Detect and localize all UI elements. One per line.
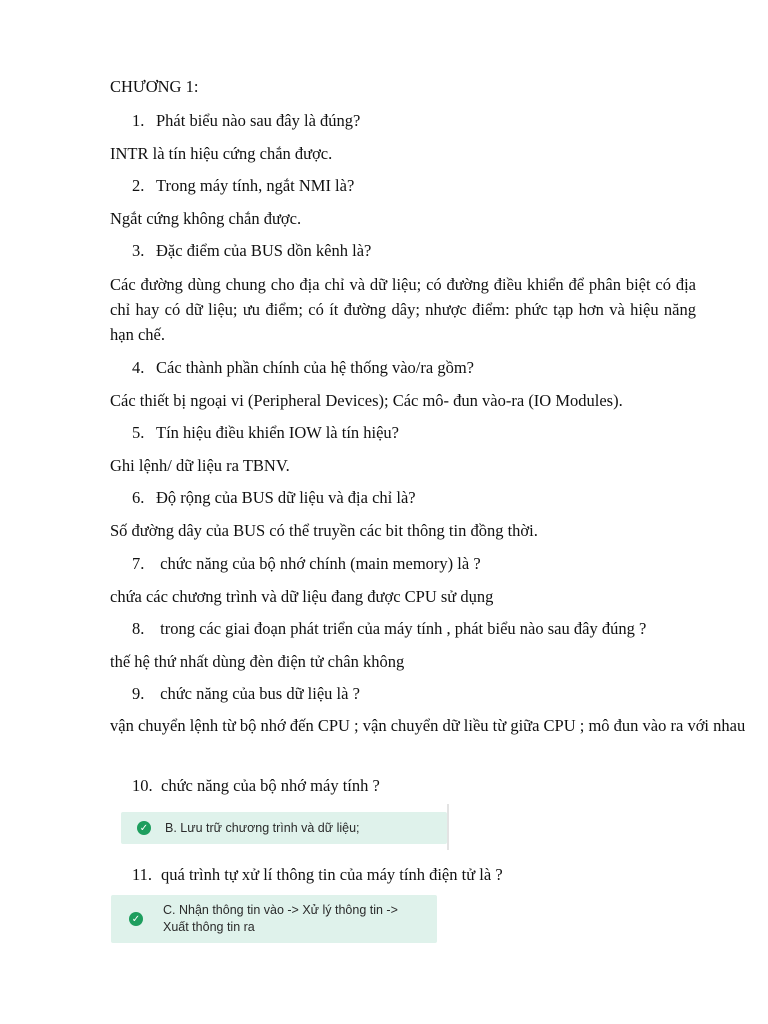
- question-text: Phát biểu nào sau đây là đúng?: [156, 111, 361, 130]
- question-number: 3.: [132, 241, 145, 260]
- question-text: Các thành phần chính của hệ thống vào/ra gồm?: [156, 358, 474, 377]
- answer-5: Ghi lệnh/ dữ liệu ra TBNV.: [110, 456, 290, 475]
- answer-10-screenshot: [111, 804, 449, 850]
- question-text: chức năng của bộ nhớ máy tính ?: [161, 776, 380, 795]
- answer-option-text: B. Lưu trữ chương trình và dữ liệu;: [165, 820, 360, 835]
- page-title: CHƯƠNG 1:: [110, 77, 199, 96]
- answer-9: vận chuyển lệnh từ bộ nhớ đến CPU ; vận chuyển dữ liều từ giữa CPU ; mô đun vào ra với nhau: [110, 716, 746, 735]
- question-text: Trong máy tính, ngắt NMI là?: [156, 176, 355, 195]
- question-number: 11.: [132, 865, 153, 884]
- check-circle-icon: ✓: [137, 821, 151, 835]
- question-text: chức năng của bộ nhớ chính (main memory) là ?: [156, 554, 481, 573]
- question-number: 6.: [132, 488, 145, 507]
- answer-2: Ngắt cứng không chắn được.: [110, 209, 302, 228]
- question-9: [132, 684, 360, 704]
- question-10: [132, 776, 380, 796]
- question-text: trong các giai đoạn phát triển của máy tính , phát biểu nào sau đây đúng ?: [156, 619, 647, 638]
- question-number: 2.: [132, 176, 145, 195]
- question-3: [132, 241, 371, 261]
- answer-1: INTR là tín hiệu cứng chắn được.: [110, 144, 333, 163]
- answer-3: Các đường dùng chung cho địa chỉ và dữ liệu; có đường điều khiển để phân biệt có địa chỉ hay có dữ liệu; ưu điểm; có ít đường dây; nhược điểm: phức tạp hơn và hiệu năng hạn chế.: [110, 275, 696, 344]
- check-circle-icon: ✓: [129, 912, 143, 926]
- question-number: 1.: [132, 111, 145, 130]
- question-11: [132, 865, 503, 885]
- answer-7: chứa các chương trình và dữ liệu đang được CPU sử dụng: [110, 587, 494, 606]
- answer-4: Các thiết bị ngoại vi (Peripheral Devices); Các mô- đun vào-ra (IO Modules).: [110, 391, 623, 410]
- question-number: 4.: [132, 358, 145, 377]
- question-text: chức năng của bus dữ liệu là ?: [156, 684, 360, 703]
- answer-6: Số đường dây của BUS có thể truyền các bit thông tin đồng thời.: [110, 521, 538, 540]
- question-1: [132, 111, 360, 131]
- question-7: [132, 554, 481, 574]
- answer-11-screenshot: [111, 895, 437, 943]
- question-text: quá trình tự xử lí thông tin của máy tính điện tử là ?: [161, 865, 503, 884]
- question-6: [132, 488, 416, 508]
- question-number: 7.: [132, 554, 145, 573]
- answer-option-text: C. Nhận thông tin vào -> Xử lý thông tin -> Xuất thông tin ra: [163, 903, 398, 934]
- answer-8: thế hệ thứ nhất dùng đèn điện tử chân không: [110, 652, 405, 671]
- question-number: 8.: [132, 619, 145, 638]
- question-5: [132, 423, 399, 443]
- question-text: Đặc điểm của BUS dồn kênh là?: [156, 241, 372, 260]
- question-number: 10.: [132, 776, 153, 795]
- question-8: [132, 619, 646, 639]
- question-4: [132, 358, 474, 378]
- question-text: Độ rộng của BUS dữ liệu và địa chỉ là?: [156, 488, 416, 507]
- question-2: [132, 176, 354, 196]
- question-text: Tín hiệu điều khiển IOW là tín hiệu?: [156, 423, 400, 442]
- question-number: 5.: [132, 423, 145, 442]
- question-number: 9.: [132, 684, 145, 703]
